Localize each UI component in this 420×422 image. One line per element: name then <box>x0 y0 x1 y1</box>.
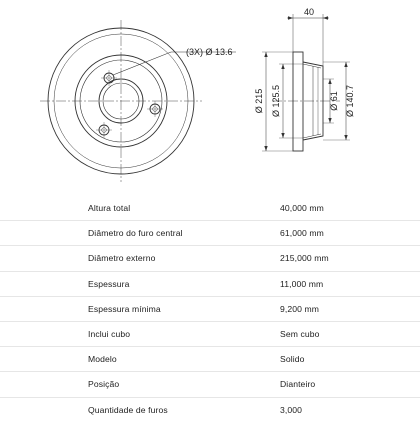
spec-row <box>0 196 420 221</box>
spec-value: Dianteiro <box>280 379 316 390</box>
spec-row <box>0 322 420 347</box>
spec-row <box>0 246 420 271</box>
dim-hat-diameter-label: Ø 125.5 <box>271 84 281 118</box>
spec-row <box>0 221 420 246</box>
spec-value: 11,000 mm <box>280 278 324 289</box>
spec-row <box>0 347 420 372</box>
spec-label: Modelo <box>88 354 117 365</box>
spec-table <box>0 196 420 422</box>
spec-value: Solido <box>280 354 305 365</box>
bolt-hole-3 <box>96 122 112 138</box>
spec-label: Inclui cubo <box>88 329 131 340</box>
spec-label: Diâmetro externo <box>88 253 156 264</box>
spec-value: 9,200 mm <box>280 303 320 314</box>
dimension-arrows <box>264 16 347 151</box>
dim-outer-diameter-label: Ø 215 <box>254 88 264 114</box>
bolt-hole-1 <box>101 70 117 86</box>
spec-value: 3,000 <box>280 404 303 415</box>
spec-row <box>0 398 420 422</box>
spec-row <box>0 272 420 297</box>
brake-disc-technical-drawing <box>0 0 420 195</box>
spec-value: 61,000 mm <box>280 228 324 239</box>
friction-ring-section <box>293 52 303 151</box>
disc-front-view <box>40 20 236 182</box>
spec-row <box>0 297 420 322</box>
spec-label: Altura total <box>88 203 131 214</box>
spec-label: Quantidade de furos <box>88 404 168 415</box>
dim-hat-outer-label: Ø 140.7 <box>345 84 355 118</box>
hole-callout-label: (3X) Ø 13.6 <box>186 47 233 57</box>
spec-row <box>0 372 420 397</box>
disc-side-view <box>262 14 350 151</box>
spec-label: Espessura mínima <box>88 303 161 314</box>
dim-center-bore-label: Ø 61 <box>329 91 339 111</box>
bolt-hole-2 <box>147 101 163 117</box>
spec-label: Espessura <box>88 278 130 289</box>
spec-value: 40,000 mm <box>280 203 324 214</box>
spec-value: 215,000 mm <box>280 253 329 264</box>
spec-value: Sem cubo <box>280 329 320 340</box>
spec-label: Diâmetro do furo central <box>88 228 183 239</box>
dim-thickness-label: 40 <box>304 7 315 17</box>
spec-label: Posição <box>88 379 120 390</box>
